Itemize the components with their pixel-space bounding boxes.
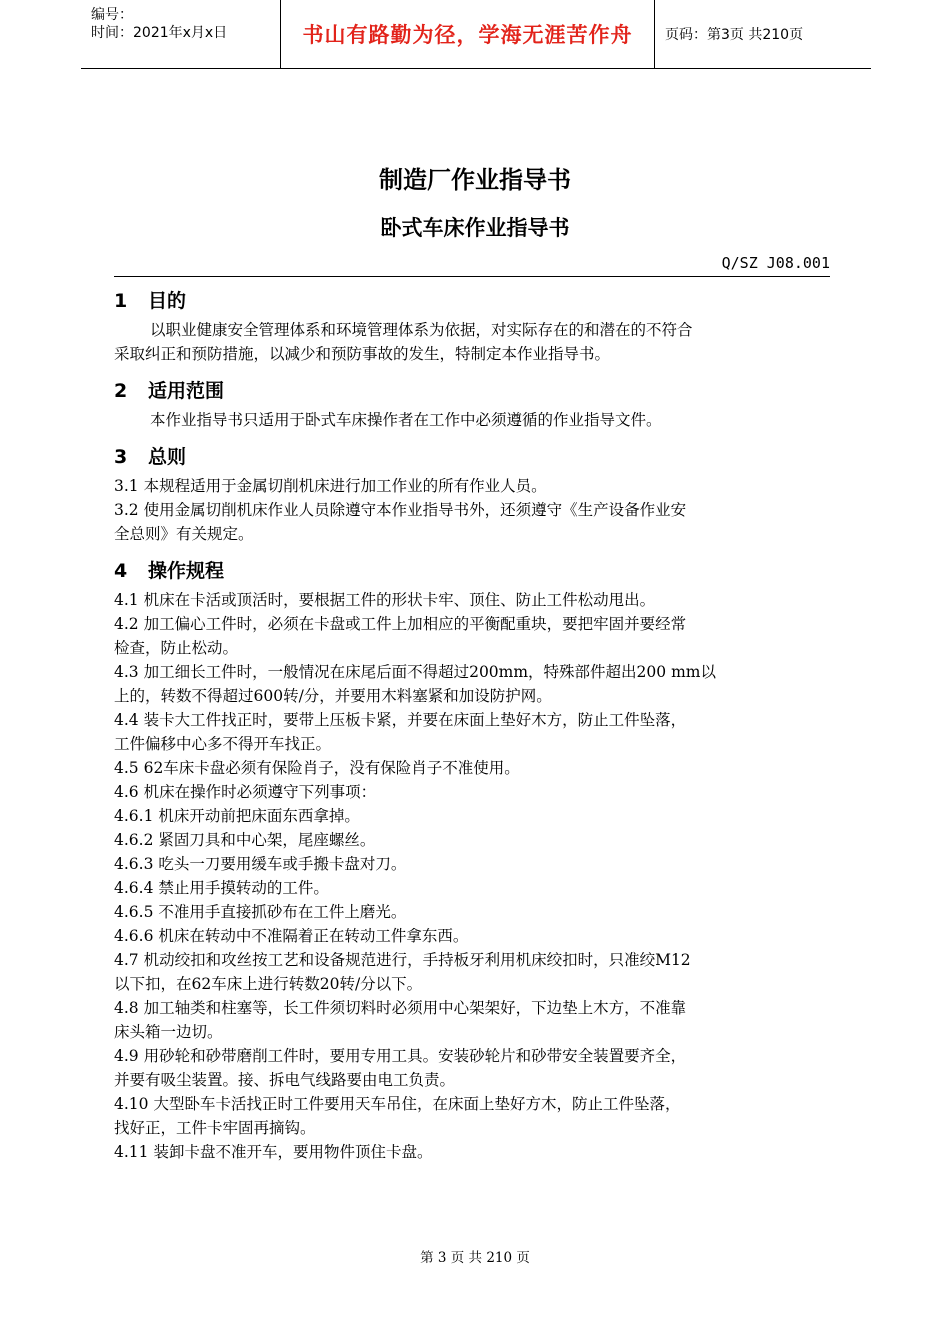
section-heading bbox=[114, 554, 838, 588]
section-number: 2 bbox=[114, 380, 128, 402]
document-number: Q/SZ J08.001 bbox=[721, 254, 830, 272]
section-heading bbox=[114, 374, 838, 408]
list-item: 找好正，工件卡牢固再摘钩。 bbox=[114, 1119, 316, 1137]
list-item: 上的，转数不得超过600转/分，并要用木料塞紧和加设防护网。 bbox=[114, 687, 552, 705]
paragraph: 以职业健康安全管理体系和环境管理体系为依据，对实际存在的和潜在的不符合 bbox=[150, 321, 693, 339]
section-number: 4 bbox=[114, 560, 128, 582]
header-meta bbox=[81, 0, 281, 68]
list-item: 并要有吸尘装置。接、拆电气线路要由电工负责。 bbox=[114, 1071, 456, 1089]
date-label: 时间：2021年x月x日 bbox=[91, 25, 228, 41]
section-3-list bbox=[114, 474, 838, 546]
section-heading bbox=[114, 284, 838, 318]
header-page-info: 页码：第3页 共210页 bbox=[665, 27, 804, 43]
section-title: 总则 bbox=[148, 446, 187, 468]
section-title: 操作规程 bbox=[148, 560, 225, 582]
list-item: 床头箱一边切。 bbox=[114, 1023, 223, 1041]
list-item: 工件偏移中心多不得开车找正。 bbox=[114, 735, 332, 753]
list-item: 检查，防止松动。 bbox=[114, 639, 239, 657]
list-item: 4.6.4 禁止用手摸转动的工件。 bbox=[114, 879, 329, 897]
list-item: 4.6.3 吃头一刀要用缓车或手搬卡盘对刀。 bbox=[114, 855, 407, 873]
document-title: 制造厂作业指导书 bbox=[379, 166, 571, 194]
list-item: 4.1 机床在卡活或顶活时，要根据工件的形状卡牢、顶住、防止工件松动甩出。 bbox=[114, 591, 656, 609]
list-item: 3.2 使用金属切削机床作业人员除遵守本作业指导书外，还须遵守《生产设备作业安 bbox=[114, 501, 687, 519]
title-divider bbox=[114, 276, 830, 277]
document-subtitle: 卧式车床作业指导书 bbox=[380, 216, 570, 240]
list-item: 4.5 62车床卡盘必须有保险肖子，没有保险肖子不准使用。 bbox=[114, 759, 520, 777]
list-item: 4.3 加工细长工件时，一般情况在床尾后面不得超过200mm，特殊部件超出200 mm以 bbox=[114, 663, 716, 681]
section-title: 适用范围 bbox=[148, 380, 225, 402]
list-item: 4.8 加工轴类和柱塞等，长工件须切料时必须用中心架架好，下边垫上木方，不准靠 bbox=[114, 999, 687, 1017]
list-item: 4.6.5 不准用手直接抓砂布在工件上磨光。 bbox=[114, 903, 407, 921]
list-item: 4.10 大型卧车卡活找正时工件要用天车吊住，在床面上垫好方木，防止工件坠落， bbox=[114, 1095, 681, 1113]
paragraph: 本作业指导书只适用于卧式车床操作者在工作中必须遵循的作业指导文件。 bbox=[150, 411, 662, 429]
list-item: 以下扣，在62车床上进行转数20转/分以下。 bbox=[114, 975, 423, 993]
document-body bbox=[114, 284, 838, 1164]
section-4-list bbox=[114, 588, 838, 1164]
list-item: 4.7 机动绞扣和攻丝按工艺和设备规范进行，手持板牙利用机床绞扣时，只准绞M12 bbox=[114, 951, 691, 969]
list-item: 4.2 加工偏心工件时，必须在卡盘或工件上加相应的平衡配重块，要把牢固并要经常 bbox=[114, 615, 687, 633]
list-item: 4.11 装卸卡盘不准开车，要用物件顶住卡盘。 bbox=[114, 1143, 433, 1161]
paragraph: 采取纠正和预防措施，以减少和预防事故的发生，特制定本作业指导书。 bbox=[114, 345, 611, 363]
list-item: 4.9 用砂轮和砂带磨削工件时，要用专用工具。安装砂轮片和砂带安全装置要齐全， bbox=[114, 1047, 687, 1065]
section-heading bbox=[114, 440, 838, 474]
list-item: 3.1 本规程适用于金属切削机床进行加工作业的所有作业人员。 bbox=[114, 477, 547, 495]
list-item: 4.6 机床在操作时必须遵守下列事项： bbox=[114, 783, 377, 801]
header-motto: 书山有路勤为径，学海无涯苦作舟 bbox=[281, 0, 655, 68]
list-item: 全总则》有关规定。 bbox=[114, 525, 254, 543]
list-item: 4.6.1 机床开动前把床面东西拿掉。 bbox=[114, 807, 360, 825]
page-footer: 第 3 页 共 210 页 bbox=[420, 1250, 530, 1266]
section-number: 1 bbox=[114, 290, 128, 312]
list-item: 4.6.2 紧固刀具和中心架，尾座螺丝。 bbox=[114, 831, 376, 849]
serial-label: 编号： bbox=[91, 7, 133, 23]
section-number: 3 bbox=[114, 446, 128, 468]
page-header bbox=[81, 0, 871, 69]
list-item: 4.6.6 机床在转动中不准隔着正在转动工件拿东西。 bbox=[114, 927, 469, 945]
list-item: 4.4 装卡大工件找正时，要带上压板卡紧，并要在床面上垫好木方，防止工件坠落， bbox=[114, 711, 687, 729]
section-title: 目的 bbox=[148, 290, 187, 312]
